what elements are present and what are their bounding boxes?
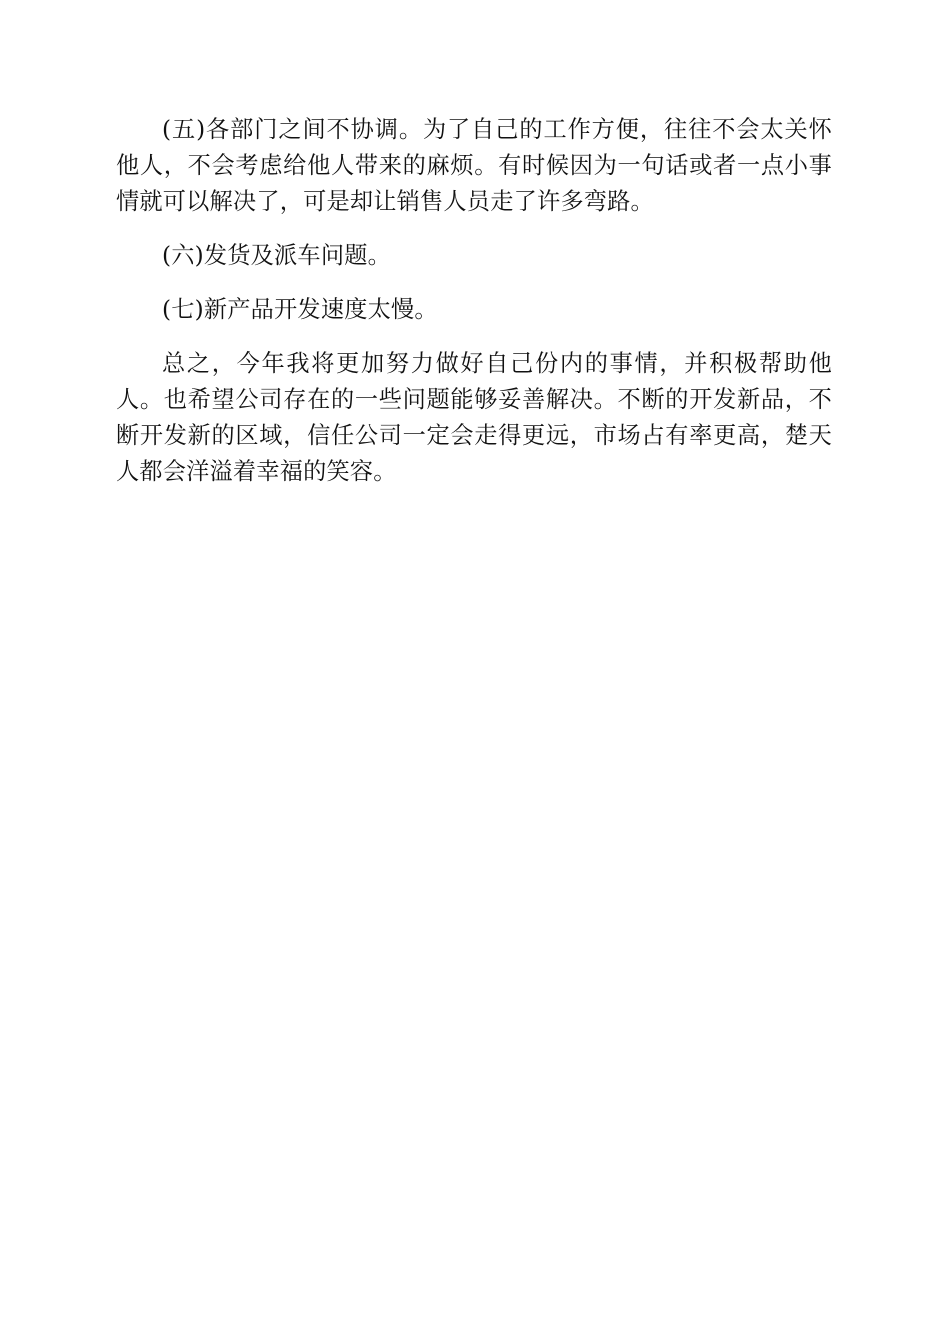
paragraph-item-6: (六)发货及派车问题。 bbox=[162, 242, 391, 269]
paragraph-item-5: (五)各部门之间不协调。为了自己的工作方便，往往不会太关怀他人，不会考虑给他人带来的麻烦。有时候因为一句话或者一点小事情就可以解决了，可是却让销售人员走了许多弯路。 bbox=[116, 116, 832, 215]
document-body bbox=[116, 112, 832, 508]
paragraph-item-7: (七)新产品开发速度太慢。 bbox=[162, 296, 438, 323]
paragraph-summary: 总之，今年我将更加努力做好自己份内的事情，并积极帮助他人。也希望公司存在的一些问题能够妥善解决。不断的开发新品，不断开发新的区域，信任公司一定会走得更远，市场占有率更高，楚天人都会洋溢着幸福的笑容。 bbox=[116, 350, 832, 485]
